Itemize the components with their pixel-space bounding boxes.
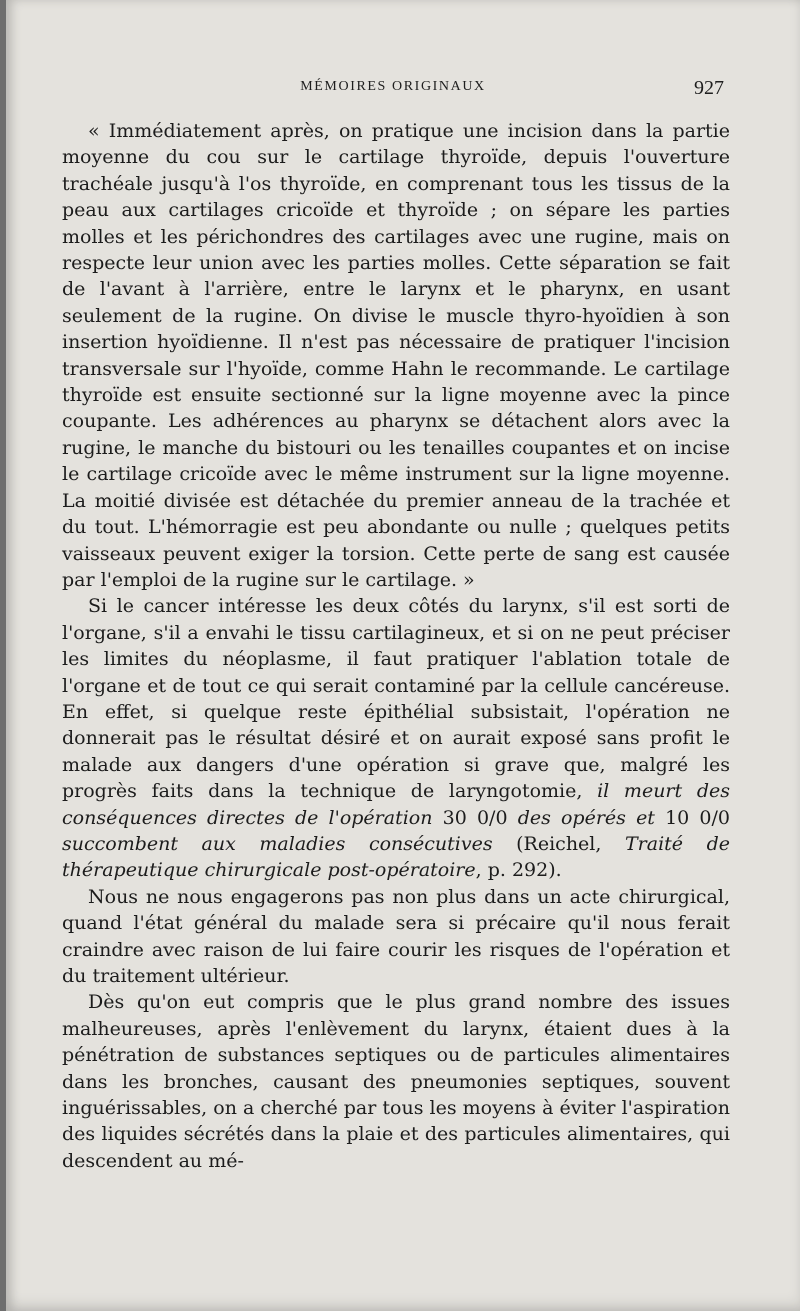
italic-segment: il meurt des conséquences directes de l'opération [62,780,730,829]
text-segment: 10 0/0 [665,806,730,829]
page-header [62,77,724,101]
italic-segment: des opérés et [517,806,666,829]
book-page [6,0,800,1311]
italic-segment: Traité de thérapeutique chirurgicale post-opératoire [62,832,730,882]
text-segment: Si le cancer intéresse les deux côtés du larynx, s'il est sorti de l'organe, s'il a envahi le tissu cartilagineux, et si on ne peut préciser les limites du néoplasme, il faut pratiquer l'ablation totale de l'organe et de tout ce qui serait contaminé par la cellule cancéreuse. En effet, si quelque reste épithélial subsistait, l'opération ne donnerait pas le résultat désiré et on aurait exposé sans profit le malade aux dangers d'une opération si grave que, malgré les progrès faits dans la technique de laryngotomie, [62,595,730,803]
body-text [62,118,730,1174]
text-segment: « Immédiatement après, on pratique une incision dans la partie moyenne du cou sur le cartilage thyroïde, depuis l'ouverture trachéale jusqu'à l'os thyroïde, en comprenant tous les tissus de la peau aux cartilages cricoïde et thyroïde ; on sépare les parties molles et les périchondres des cartilages avec une rugine, mais on respecte leur union avec les parties molles. Cette séparation se fait de l'avant à l'arrière, entre le larynx et le pharynx, en usant seulement de la rugine. On divise le muscle thyro-hyoïdien à son insertion hyoïdienne. Il n'est pas nécessaire de pratiquer l'incision transversale sur l'hyoïde, comme Hahn le recommande. Le cartilage thyroïde est ensuite sectionné sur la ligne moyenne avec la pince coupante. Les adhérences au pharynx se détachent alors avec la rugine, le manche du bistouri ou les tenailles coupantes et on incise le cartilage cricoïde avec le même instrument sur la ligne moyenne. La moitié divisée est détachée du premier anneau de la trachée et du tout. L'hémorragie est peu abondante ou nulle ; quelques petits vaisseaux peuvent exiger la torsion. Cette perte de sang est causée par l'emploi de la rugine sur le cartilage. » [62,120,730,591]
text-segment: (Reichel, [516,832,625,855]
paragraph-cancer-indications [62,593,730,883]
running-head: MÉMOIRES ORIGINAUX [300,79,486,94]
text-segment: Nous ne nous engagerons pas non plus dans un acte chirurgical, quand l'état général du malade sera si précaire qu'il nous ferait craindre avec raison de lui faire courir les risques de l'opération et du traitement ultérieur. [62,885,730,987]
text-segment: 30 0/0 [442,806,518,829]
paragraph-quotation [62,118,730,593]
italic-segment: succombent aux maladies consécutives [62,832,517,855]
paragraph-general-state [62,884,730,990]
paragraph-septic-complications [62,989,730,1174]
text-segment: Dès qu'on eut compris que le plus grand nombre des issues malheureuses, après l'enlèvement du larynx, étaient dues à la pénétration de substances septiques ou de particules alimentaires dans les bronches, causant des pneumonies septiques, souvent inguérissables, on a cherché par tous les moyens à éviter l'aspiration des liquides sécrétés dans la plaie et des particules alimentaires, qui descendent au mé- [62,991,730,1172]
text-segment: , p. 292). [475,859,562,882]
page-number: 927 [694,77,724,99]
